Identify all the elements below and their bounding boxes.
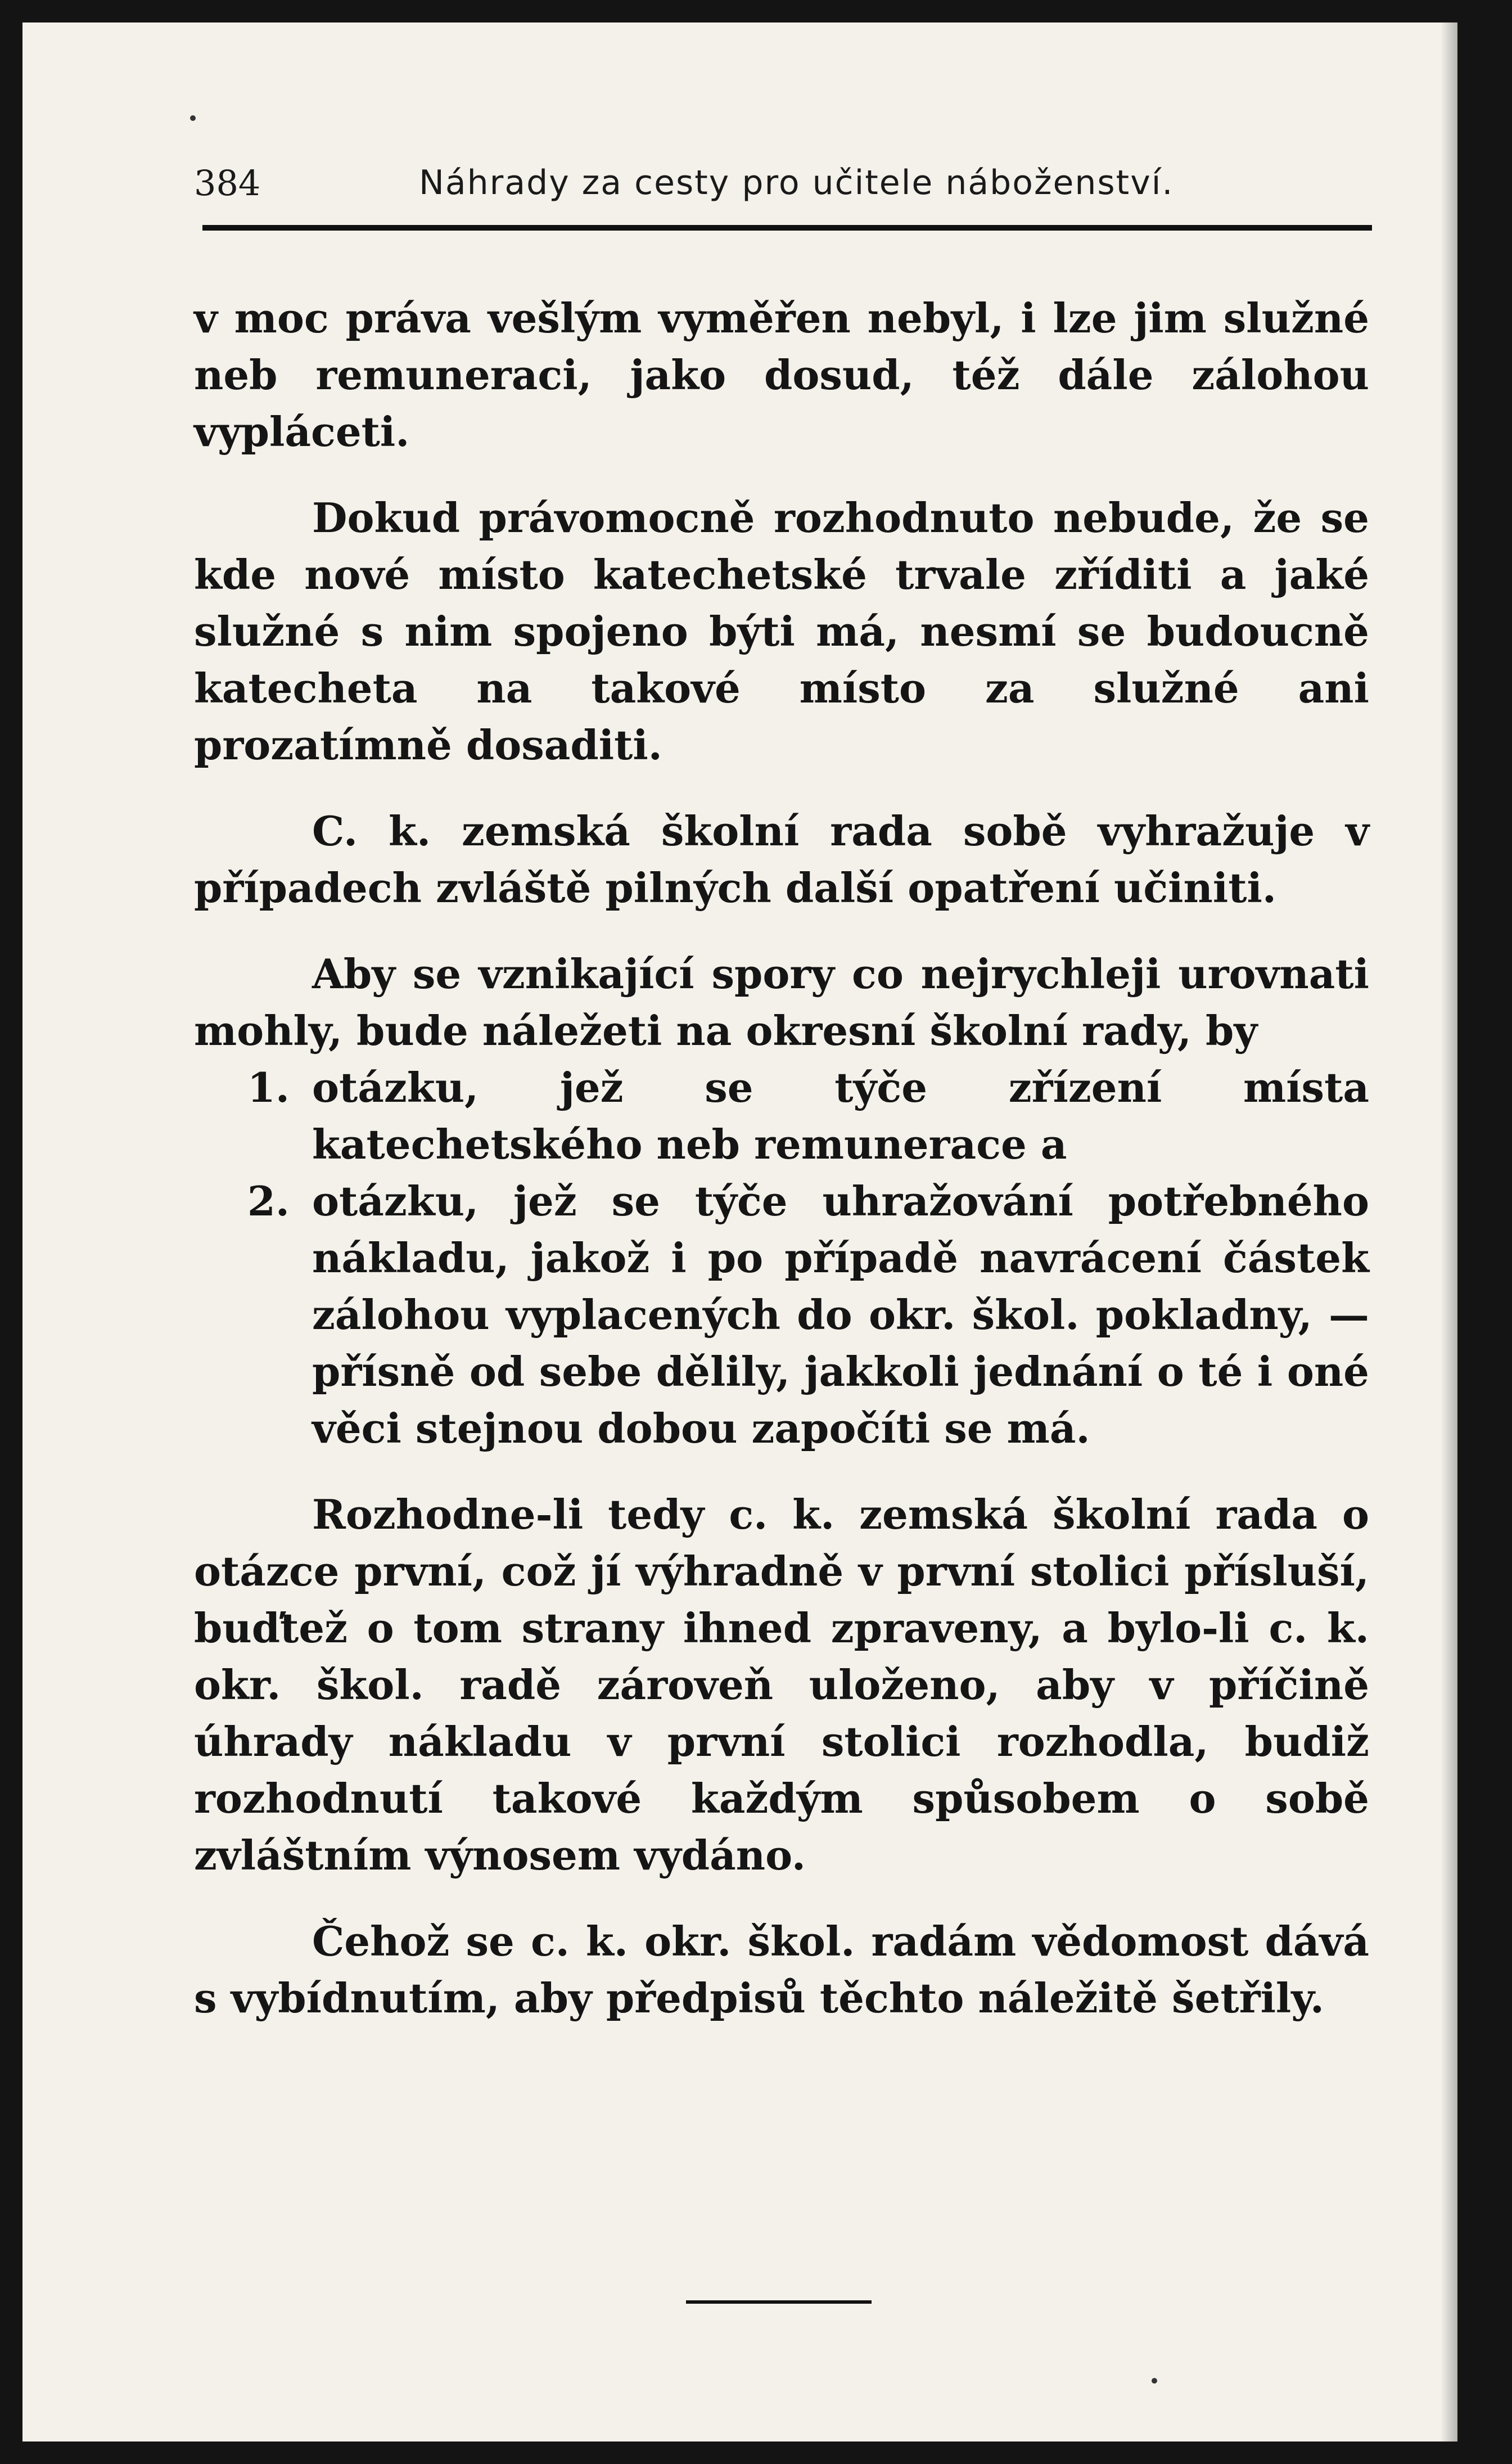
page-edge-shadow — [1441, 22, 1457, 2442]
numbered-list — [194, 1059, 1369, 1457]
print-speck — [190, 115, 196, 121]
header-rule — [202, 225, 1372, 231]
paragraph: Aby se vznikající spory co nejrychleji urovnati mohly, bude náležeti na okresní školní rady, by — [194, 950, 1369, 1055]
list-number: 2. — [247, 1177, 290, 1225]
paragraph: v moc práva vešlým vyměřen nebyl, i lze jim služné neb remuneraci, jako dosud, též dále zálohou vypláceti. — [194, 294, 1369, 456]
list-number: 1. — [247, 1064, 290, 1111]
page-number: 384 — [194, 163, 261, 204]
end-rule — [686, 2300, 872, 2304]
paragraph: C. k. zemská školní rada sobě vyhražuje v případech zvláště pilných další opatření učiniti. — [194, 807, 1369, 912]
list-text: otázku, jež se týče uhražování potřebného nákladu, jakož i po případě navrácení částek zálohou vyplacených do okr. škol. pokladny, — přísně od sebe dělily, jakkoli jednání o té i oné věci stejnou dobou započíti se má. — [312, 1177, 1369, 1452]
body-text — [194, 290, 1369, 2056]
paragraph: Čehož se c. k. okr. škol. radám vědomost dává s vybídnutím, aby předpisů těchto náležitě šetřily. — [194, 1917, 1369, 2022]
list-text: otázku, jež se týče zřízení místa katechetského neb remunerace a — [312, 1064, 1369, 1168]
paragraph: Rozhodne-li tedy c. k. zemská školní rada o otázce první, což jí výhradně v první stolici přísluší, buďtež o tom strany ihned zpraveny, a bylo-li c. k. okr. škol. radě zároveň uloženo, aby v příčině úhrady nákladu v první stolici rozhodla, budiž rozhodnutí takové každým spůsobem o sobě zvláštním výnosem vydáno. — [194, 1490, 1369, 1879]
list-item — [194, 1059, 1369, 1173]
print-speck — [1152, 2378, 1157, 2384]
paragraph: Dokud právomocně rozhodnuto nebude, že se kde nové místo katechetské trvale zříditi a jaké služné s nim spojeno býti má, nesmí se budoucně katecheta na takové místo za služné ani prozatímně dosaditi. — [194, 494, 1369, 769]
running-title: Náhrady za cesty pro učitele náboženství. — [419, 163, 1174, 202]
list-item — [194, 1173, 1369, 1457]
